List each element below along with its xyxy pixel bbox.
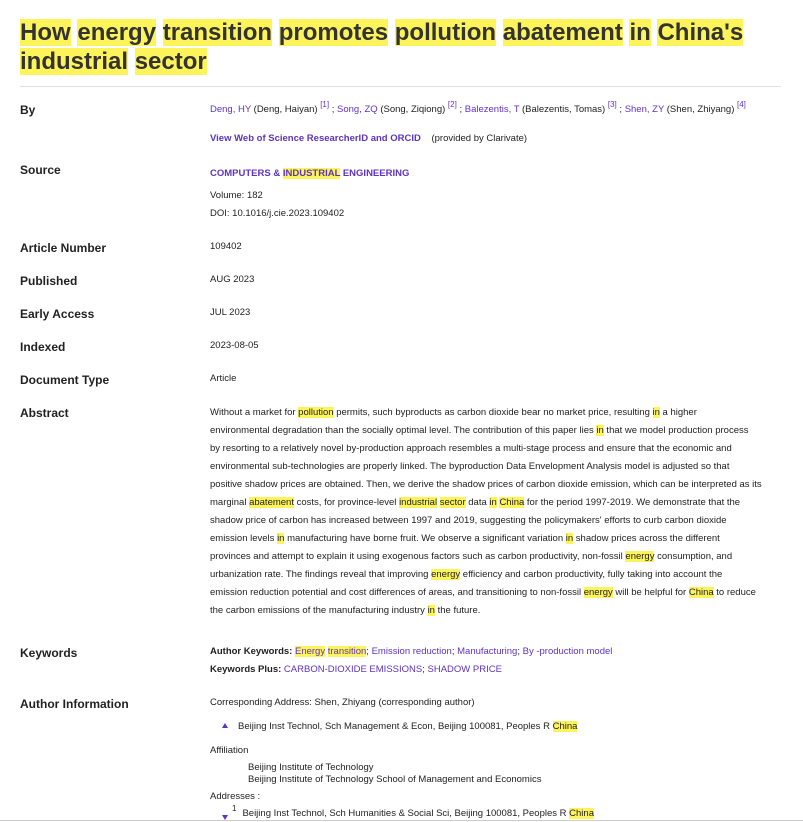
label-source: Source bbox=[20, 163, 61, 177]
abstract-highlight: energy bbox=[625, 551, 655, 562]
abstract-segment: Without a market for bbox=[210, 407, 299, 418]
author-link-shen[interactable]: Shen, ZY bbox=[624, 104, 665, 115]
abstract-line bbox=[210, 440, 785, 458]
abstract-line bbox=[210, 548, 785, 566]
abstract-text bbox=[210, 404, 785, 620]
label-document-type: Document Type bbox=[20, 373, 110, 387]
title-word: How bbox=[20, 19, 71, 46]
abstract-segment: emission reduction potential and cost differences of areas, and transitioning to non-fossil bbox=[210, 587, 584, 598]
title-divider bbox=[20, 86, 781, 87]
abstract-segment: urbanization rate. The findings reveal that improving bbox=[210, 569, 432, 580]
address-text: Beijing Inst Technol, Sch Management & Econ, Beijing 100081, Peoples R bbox=[238, 721, 553, 732]
abstract-segment: environmental degradation than the socially optimal level. The contribution of this paper lies bbox=[210, 425, 597, 436]
abstract-line bbox=[210, 404, 785, 422]
article-number-value: 109402 bbox=[210, 241, 242, 252]
author-fullname: (Song, Ziqiong) bbox=[377, 104, 448, 115]
indexed-value: 2023-08-05 bbox=[210, 340, 259, 351]
abstract-highlight: in bbox=[427, 605, 435, 616]
author-ref[interactable]: [2] bbox=[447, 100, 457, 109]
abstract-highlight: pollution bbox=[298, 407, 334, 418]
abstract-segment: provinces and attempt to explain it using exogenous factors such as carbon productivity, non-fossil bbox=[210, 551, 626, 562]
title-word: pollution bbox=[394, 19, 497, 46]
author-ref[interactable]: [1] bbox=[320, 100, 330, 109]
keyword-highlight: transition bbox=[327, 646, 367, 657]
label-author-information: Author Information bbox=[20, 697, 129, 711]
title-word: abatement bbox=[502, 19, 623, 46]
abstract-highlight: industrial bbox=[399, 497, 438, 508]
published-value: AUG 2023 bbox=[210, 274, 255, 285]
author-fullname: (Shen, Zhiyang) bbox=[664, 104, 737, 115]
keywords-plus-row bbox=[210, 664, 502, 675]
abstract-segment: to reduce bbox=[713, 587, 756, 598]
abstract-segment: environmental sub-technologies are properly linked. The byproduction Data Envelopment Analysis model is adjusted so that bbox=[210, 461, 730, 472]
bottom-divider bbox=[0, 820, 803, 821]
keyword-link[interactable]: Manufacturing bbox=[457, 646, 518, 657]
abstract-segment: will be helpful for bbox=[612, 587, 689, 598]
abstract-line bbox=[210, 530, 785, 548]
abstract-line bbox=[210, 422, 785, 440]
abstract-segment: shadow price of carbon has increased between 1997 and 2019, suggesting the policymakers' efforts to curb carbon dioxide bbox=[210, 515, 727, 526]
author-fullname: (Deng, Haiyan) bbox=[251, 104, 321, 115]
label-keywords: Keywords bbox=[20, 646, 78, 660]
keywords-plus-label: Keywords Plus: bbox=[210, 664, 284, 675]
article-title bbox=[20, 18, 780, 76]
author-ref[interactable]: [3] bbox=[607, 100, 617, 109]
abstract-segment: data bbox=[465, 497, 490, 508]
abstract-line bbox=[210, 458, 785, 476]
address-text: Beijing Inst Technol, Sch Humanities & Social Sci, Beijing 100081, Peoples R bbox=[242, 808, 570, 819]
abstract-segment: efficiency and carbon productivity, fully taking into account the bbox=[460, 569, 723, 580]
abstract-highlight: energy bbox=[431, 569, 461, 580]
corresponding-address-row bbox=[222, 721, 577, 732]
title-word: in bbox=[629, 19, 651, 46]
keyword-link[interactable]: By -production model bbox=[522, 646, 613, 657]
label-abstract: Abstract bbox=[20, 406, 69, 420]
abstract-highlight: in bbox=[596, 425, 604, 436]
researcher-id-link[interactable]: View Web of Science ResearcherID and ORCID bbox=[210, 133, 421, 144]
author-separator: ; bbox=[329, 104, 338, 115]
abstract-highlight: in bbox=[489, 497, 497, 508]
abstract-segment: costs, for province-level bbox=[293, 497, 400, 508]
author-keywords-label: Author Keywords: bbox=[210, 646, 295, 657]
provided-by: (provided by Clarivate) bbox=[431, 133, 528, 144]
address-number: 1 bbox=[232, 804, 237, 813]
title-word: industrial bbox=[20, 48, 129, 75]
affiliation-label: Affiliation bbox=[210, 745, 249, 756]
abstract-segment: the carbon emissions of the manufacturing industry bbox=[210, 605, 428, 616]
author-ref[interactable]: [4] bbox=[737, 100, 746, 109]
abstract-segment: permits, such byproducts as carbon dioxide bear no market price, resulting bbox=[333, 407, 653, 418]
abstract-highlight: energy bbox=[583, 587, 613, 598]
abstract-highlight: in bbox=[277, 533, 285, 544]
author-keywords-row bbox=[210, 646, 612, 657]
abstract-segment: marginal bbox=[210, 497, 250, 508]
addresses-label: Addresses : bbox=[210, 791, 261, 802]
author-separator: ; bbox=[616, 104, 625, 115]
keyword-plus-link[interactable]: CARBON-DIOXIDE EMISSIONS bbox=[283, 664, 423, 675]
abstract-highlight: abatement bbox=[249, 497, 294, 508]
keyword-separator: ; bbox=[422, 664, 428, 675]
abstract-segment: consumption, and bbox=[654, 551, 733, 562]
document-type-value: Article bbox=[210, 373, 237, 384]
abstract-segment: manufacturing have borne fruit. We observe a significant variation bbox=[284, 533, 566, 544]
author-link-balezentis[interactable]: Balezentis, T bbox=[464, 104, 520, 115]
abstract-highlight: sector bbox=[439, 497, 466, 508]
author-separator: ; bbox=[456, 104, 465, 115]
abstract-highlight: in bbox=[565, 533, 574, 544]
label-early-access: Early Access bbox=[20, 307, 95, 321]
abstract-segment: that we model production process bbox=[603, 425, 749, 436]
abstract-segment: shadow prices across the different bbox=[573, 533, 720, 544]
title-word: promotes bbox=[278, 19, 389, 46]
label-published: Published bbox=[20, 274, 78, 288]
collapse-arrow-icon[interactable] bbox=[222, 723, 228, 728]
early-access-value: JUL 2023 bbox=[210, 307, 251, 318]
keyword-link-energy-transition[interactable] bbox=[295, 646, 366, 657]
keyword-separator: ; bbox=[451, 646, 458, 657]
abstract-line bbox=[210, 566, 785, 584]
title-word: China's bbox=[657, 19, 744, 46]
journal-name-highlight: INDUSTRIAL bbox=[282, 168, 341, 179]
author-fullname: (Balezentis, Tomas) bbox=[519, 104, 608, 115]
label-article-number: Article Number bbox=[20, 241, 107, 255]
doi: DOI: 10.1016/j.cie.2023.109402 bbox=[210, 208, 345, 219]
abstract-line bbox=[210, 584, 785, 602]
abstract-line bbox=[210, 602, 785, 620]
address-row bbox=[222, 804, 594, 820]
author-link-deng[interactable]: Deng, HY bbox=[210, 104, 252, 115]
volume: Volume: 182 bbox=[210, 190, 263, 201]
address-highlight: China bbox=[552, 721, 578, 732]
authors-list bbox=[210, 100, 746, 115]
keyword-separator: ; bbox=[517, 646, 523, 657]
corresponding-address: Corresponding Address: Shen, Zhiyang (corresponding author) bbox=[210, 697, 475, 708]
abstract-segment: the future. bbox=[434, 605, 481, 616]
abstract-highlight: China bbox=[499, 497, 525, 508]
affiliation-item: Beijing Institute of Technology bbox=[248, 762, 374, 773]
title-word: sector bbox=[134, 48, 207, 75]
abstract-line bbox=[210, 476, 785, 494]
journal-name-part: ENGINEERING bbox=[340, 168, 410, 179]
label-by: By bbox=[20, 103, 36, 117]
abstract-segment: positive shadow prices are obtained. Then, we derive the shadow prices of carbon dioxide emission, which can be interpreted as its bbox=[210, 479, 762, 490]
researcher-row bbox=[210, 133, 527, 144]
label-indexed: Indexed bbox=[20, 340, 66, 354]
journal-name-part: COMPUTERS & bbox=[210, 168, 283, 179]
abstract-line bbox=[210, 512, 785, 530]
keyword-highlight: Energy bbox=[294, 646, 326, 657]
abstract-segment: by resorting to a relatively novel by-production approach resembles a multi-stage process and ensure that the economic and bbox=[210, 443, 732, 454]
abstract-highlight: in bbox=[652, 407, 660, 418]
title-word: transition bbox=[162, 19, 273, 46]
journal-link[interactable] bbox=[210, 168, 409, 179]
abstract-line bbox=[210, 494, 785, 512]
address-highlight: China bbox=[569, 808, 594, 819]
abstract-highlight: China bbox=[688, 587, 714, 598]
abstract-segment: a higher bbox=[659, 407, 697, 418]
keyword-link[interactable]: Emission reduction bbox=[371, 646, 452, 657]
author-link-song[interactable]: Song, ZQ bbox=[337, 104, 378, 115]
keyword-plus-link[interactable]: SHADOW PRICE bbox=[427, 664, 502, 675]
abstract-segment: emission levels bbox=[210, 533, 278, 544]
keyword-separator: ; bbox=[366, 646, 372, 657]
abstract-segment: for the period 1997-2019. We demonstrate that the bbox=[524, 497, 741, 508]
affiliation-item: Beijing Institute of Technology School of Management and Economics bbox=[248, 774, 542, 785]
title-word: energy bbox=[77, 19, 157, 46]
